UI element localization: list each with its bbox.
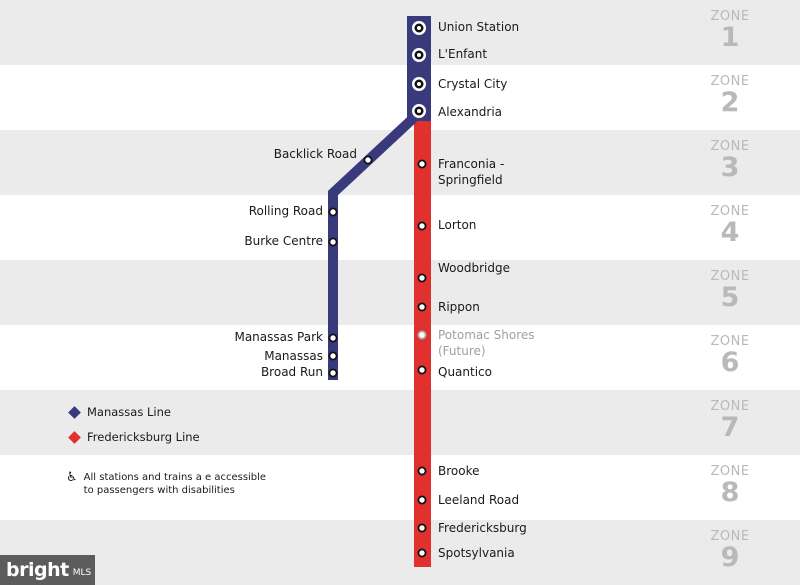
- stop-fredericksburg: [418, 524, 425, 531]
- zone-label-7: ZONE 7: [710, 399, 750, 443]
- stop-lenfant: [412, 48, 426, 62]
- watermark-suffix: MLS: [72, 568, 92, 578]
- stop-rippon: [418, 303, 425, 310]
- stop-spotsylvania: [418, 549, 425, 556]
- stop-union-station: [412, 21, 426, 35]
- stop-lorton: [418, 222, 425, 229]
- stop-crystal-city: [412, 77, 426, 91]
- label-crystal-city: Crystal City: [438, 77, 508, 91]
- label-lorton: Lorton: [438, 218, 477, 232]
- zone-label-5: ZONE 5: [710, 269, 750, 313]
- zone-label-9: ZONE 9: [710, 529, 750, 573]
- legend-manassas-line: [68, 405, 171, 419]
- legend-fredericksburg-label: Fredericksburg Line: [87, 430, 200, 444]
- legend-manassas-label: Manassas Line: [87, 405, 171, 419]
- stop-alexandria: [412, 104, 426, 118]
- stop-woodbridge: [418, 274, 425, 281]
- zone-label-1: ZONE 1: [710, 9, 750, 53]
- accessibility-line2: to passengers with disabilities: [83, 485, 235, 496]
- zone-label-4: ZONE 4: [710, 204, 750, 248]
- brightmls-watermark: [0, 555, 95, 585]
- label-potomac-line2: (Future): [438, 344, 486, 358]
- label-manassas: Manassas: [264, 349, 323, 363]
- label-franconia-line1: Franconia -: [438, 157, 505, 171]
- stop-burke-centre: [329, 238, 336, 245]
- label-backlick-road: Backlick Road: [273, 147, 357, 161]
- manassas-diamond-icon: [68, 406, 81, 419]
- label-rippon: Rippon: [438, 300, 480, 314]
- accessibility-line1: All stations and trains a e accessible: [83, 472, 267, 483]
- stop-manassas-park: [329, 334, 336, 341]
- accessibility-note: [66, 471, 266, 497]
- label-alexandria: Alexandria: [438, 105, 503, 119]
- label-franconia-line2: Springfield: [438, 173, 503, 187]
- label-woodbridge: Woodbridge: [438, 261, 510, 275]
- watermark-text: bright: [6, 559, 69, 581]
- label-potomac-line1: Potomac Shores: [438, 328, 535, 342]
- stop-manassas: [329, 352, 336, 359]
- label-franconia-springfield: [438, 156, 504, 188]
- wheelchair-icon: ♿: [66, 470, 78, 485]
- stop-backlick-road: [364, 156, 371, 163]
- zone-label-2: ZONE 2: [710, 74, 750, 118]
- label-burke-centre: Burke Centre: [244, 234, 323, 248]
- stop-broad-run: [329, 369, 336, 376]
- zone-label-3: ZONE 3: [710, 139, 750, 183]
- label-lenfant: L'Enfant: [438, 47, 488, 61]
- label-potomac-shores: [438, 327, 535, 359]
- stop-brooke: [418, 467, 425, 474]
- label-broad-run: Broad Run: [260, 365, 323, 379]
- stop-franconia-springfield: [418, 160, 425, 167]
- zone-label-6: ZONE 6: [710, 334, 750, 378]
- zone-label-8: ZONE 8: [710, 464, 750, 508]
- label-union-station: Union Station: [438, 20, 520, 34]
- label-brooke: Brooke: [438, 464, 480, 478]
- legend-fredericksburg-line: [68, 430, 200, 444]
- stop-leeland-road: [418, 496, 425, 503]
- stop-quantico: [418, 366, 425, 373]
- label-spotsylvania: Spotsylvania: [438, 546, 515, 560]
- label-manassas-park: Manassas Park: [234, 330, 323, 344]
- label-rolling-road: Rolling Road: [248, 204, 323, 218]
- stop-rolling-road: [329, 208, 336, 215]
- label-quantico: Quantico: [438, 365, 492, 379]
- stop-potomac-shores-future: [418, 331, 425, 338]
- label-fredericksburg: Fredericksburg: [438, 521, 527, 535]
- label-leeland-road: Leeland Road: [438, 493, 520, 507]
- fredericksburg-diamond-icon: [68, 431, 81, 444]
